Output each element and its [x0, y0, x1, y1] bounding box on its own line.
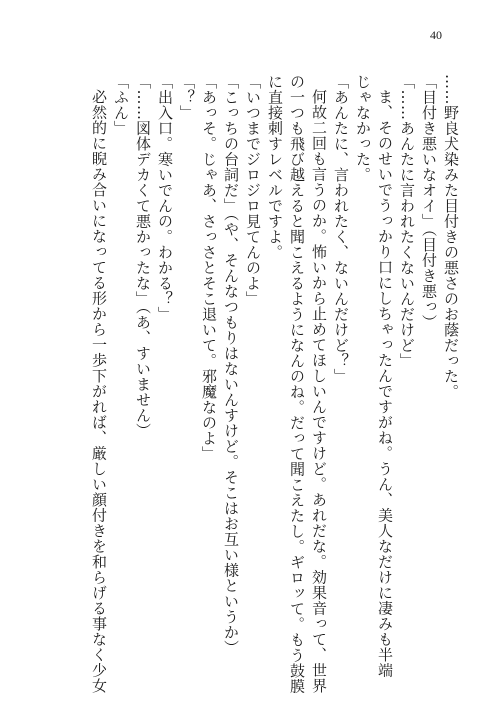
text-line: の一つも飛び越えると聞こえるようになんのね。だって聞こえたし。ギロッて。もう鼓膜 [288, 74, 306, 694]
text-line: 「ふん」 [112, 74, 130, 136]
text-line: 「目付き悪いなオイ」（目付き悪っ） [420, 74, 438, 330]
text-line: 何故二回も言うのか。怖いから止めてほしいんですけど。あれだな。効果音って、世界 [310, 89, 328, 694]
text-line: に直接刺すレベルですよ。 [266, 74, 284, 260]
text-line: 「あっそ。じゃあ、さっさとそこ退いて。邪魔なのよ」 [200, 74, 218, 462]
text-line: 「いつまでジロジロ見てんのよ」 [244, 74, 262, 307]
text-line: 「……図体デカくて悪かったな」（あ、すいません） [134, 74, 152, 439]
text-line: ……野良犬染みた目付きの悪さのお蔭だった。 [442, 74, 460, 400]
text-line: ま、そのせいでうっかり口にしちゃったんですがね。うん、美人なだけに凄みも半端 [376, 89, 394, 678]
text-line: 必然的に睨み合いになってる形から一歩下がれば、厳しい顔付きを和らげる事なく少女 [90, 89, 108, 694]
vertical-text-body [66, 74, 462, 694]
text-line: 「あんたに、言われたく、ないんだけど？」 [332, 74, 350, 384]
text-line: 「こっちの台詞だ」（や、そんなつもりはないんすけど。そこはお互い様というか） [222, 74, 240, 656]
text-line: 「……あんたに言われたくないんだけど」 [398, 74, 416, 369]
text-line: 「出入口。寒いでんの。わかる？」 [156, 74, 174, 322]
text-line: 「？」 [178, 74, 196, 121]
page-number: 40 [430, 28, 442, 42]
text-line: じゃなかった。 [354, 74, 372, 183]
